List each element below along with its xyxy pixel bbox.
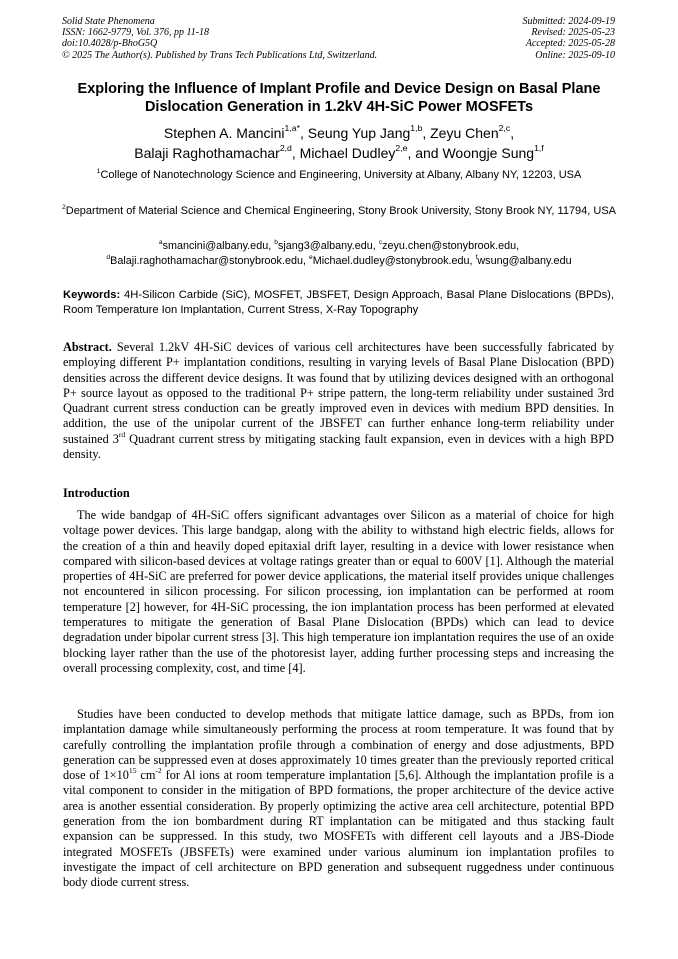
paragraph-text: cm [136,768,156,783]
journal-doi[interactable]: doi:10.4028/p-BhoG5Q [62,38,158,50]
introduction-paragraph-1: The wide bandgap of 4H-SiC offers significant advantages over Silicon as a material of choice for high voltage power devices. This large bandgap, along with the ability to withstand high electric fields, allows for the creation of a thin and heavily doped epitaxial drift layer, resulting in a device with lower resistance when compared with silicon-based devices at voltage ratings greater than or equal to 600V [1]. Although the material properties of 4H-SiC are preferred for power device applications, the material itself provides unique challenges not encountered in silicon processing. For silicon processing, ion implantation can be performed at room temperature [2] however, for 4H-SiC processing, the ion implantation process has been performed at elevated temperatures to mitigate the generation of Basal Plane Dislocation (BPDs) which can lead to device degradation under bipolar current stress [3]. This high temperature ion implantation requires the use of an oxide blocking layer rather than the use of the photoresist layer, adding further processing steps and increasing the overall processing complexity, cost, and time [4]. [63,508,614,675]
email-sup: c [378,238,383,246]
abstract-block [63,340,614,462]
copyright-notice: © 2025 The Author(s). Published by Trans Tech Publications Ltd, Switzerland. [62,49,378,61]
affiliation-sup: 2 [61,203,66,211]
revised-date: Revised: 2025-05-23 [531,27,615,39]
author-sup: 2,d [279,143,292,154]
affiliation-text: Department of Material Science and Chemical Engineering, Stony Brook University, Stony Brook NY, 11794, USA [65,205,617,217]
abstract-label: Abstract. [63,340,112,354]
introduction-paragraph-2 [63,707,614,891]
abstract-text: Several 1.2kV 4H-SiC devices of various cell architectures have been successfully fabricated by employing different P+ implantation conditions, resulting in varying levels of Basal Plane Dislocation (BPD) densities across the different device designs. It was found that by utilizing devices designed with an orthogonal P+ source layout as opposed to the traditional P+ stripe pattern, the long-term reliability under sustained 3rd Quadrant current stress conduction can be greatly improved even in devices with medium BPD densities. In addition, the use of the unipolar current of the JBSFET can further enhance long-term reliability under sustained 3 [63,340,614,446]
author-sup: 2,e [395,143,408,154]
author-name: Stephen A. Mancini [163,125,285,141]
author-sep: , and [407,145,443,161]
email-list: $^a$smancini@albany.edu, $^b$sjang3@albany.edu, $^c$zeyu.chen@stonybrook.edu, $^d$Balaji.raghothamachar@stonybrook.edu, $^e$Michael.dudley@stonybrook.edu, $^f$wsung@albany.edu [106,238,572,267]
author-name: Zeyu Chen [430,125,499,141]
affiliation-text: College of Nanotechnology Science and Engineering, University at Albany, Albany NY, 12203, USA [100,169,582,181]
email-sup: d [106,253,111,261]
author-name: Seung Yup Jang [307,125,411,141]
online-date: Online: 2025-09-10 [535,49,615,61]
email-link[interactable]: Balaji.raghothamachar@stonybrook.edu [110,255,303,267]
author-name: Woongje Sung [442,145,535,161]
email-sup: a [158,238,163,246]
author-sep: , [510,125,515,141]
submitted-date: Submitted: 2024-09-19 [522,16,615,27]
journal-header-left [62,16,377,61]
paragraph-text: for Al ions at room temperature implantation [5,6]. Although the implantation profile is a vital component to consider in the mitigation of BPD formations, the proper architecture of the device active area is another essential consideration. By properly optimizing the active area cell architecture, potential BPD generation from the ion bombardment during RT implantation can be mitigated and thus stacking fault expansion can be suppressed. In this study, two MOSFETs with different cell layouts and a JBS-Diode integrated MOSFETs (JBSFETs) were examined under various aluminum ion implantation profiles to investigate the impact of cell architecture on BPD generation and subsequent ruggedness under continuous body diode current stress. [63,768,614,890]
author-sup: 1,a* [284,123,300,134]
abstract-sup: rd [118,429,126,439]
email-link[interactable]: smancini@albany.edu [162,240,269,252]
paper-title: Exploring the Influence of Implant Profile and Device Design on Basal Plane Dislocation Generation in 1.2kV 4H-SiC Power MOSFETs [77,81,601,115]
journal-name: Solid State Phenomena [62,16,155,27]
exponent: -2 [155,766,162,776]
email-link[interactable]: zeyu.chen@stonybrook.edu [382,240,517,252]
author-sep: , [291,145,300,161]
exponent: 15 [128,766,137,776]
author-sup: 1,f [534,143,544,154]
author-sep: , [299,125,308,141]
email-link[interactable]: sjang3@albany.edu [277,240,373,252]
author-sup: 2,c [498,123,511,134]
paragraph-text: Studies have been conducted to develop methods that mitigate lattice damage, such as BPDs, from ion implantation damage while simultaneously performing the process at room temperature. It was found that by carefully controlling the implantation profile through a combination of energy and dose adjustments, BPD generation can be suppressed even at doses approximately 10 times greater than the previously reported critical dose of 1×10 [63,707,614,783]
email-link[interactable]: Michael.dudley@stonybrook.edu [312,255,470,267]
keywords-block [63,288,614,318]
email-sup: b [274,238,278,246]
author-list [50,123,628,163]
affiliation-sup: 1 [96,167,101,175]
journal-issn: ISSN: 1662-9779, Vol. 376, pp 11-18 [62,27,210,39]
affiliation-1 [50,168,628,183]
author-sup: 1,b [410,123,423,134]
affiliation-2 [50,204,628,219]
author-name: Michael Dudley [299,145,396,161]
abstract-text-cont: Quadrant current stress by mitigating stacking fault expansion, even in devices with a high BPD density. [63,431,614,462]
introduction-heading: Introduction [63,486,130,500]
email-sup: e [308,253,313,261]
keywords-label: Keywords: [63,289,121,301]
email-link[interactable]: wsung@albany.edu [477,255,572,267]
email-sup: f [475,253,478,261]
author-sep: , [422,125,431,141]
keywords-text: 4H-Silicon Carbide (SiC), MOSFET, JBSFET, Design Approach, Basal Plane Dislocations (BPDs), Room Temperature Ion Implantation, Current Stress, X-Ray Topography [63,289,615,316]
author-name: Balaji Raghothamachar [134,145,280,161]
journal-header-right [523,16,616,61]
accepted-date: Accepted: 2025-05-28 [525,38,615,50]
